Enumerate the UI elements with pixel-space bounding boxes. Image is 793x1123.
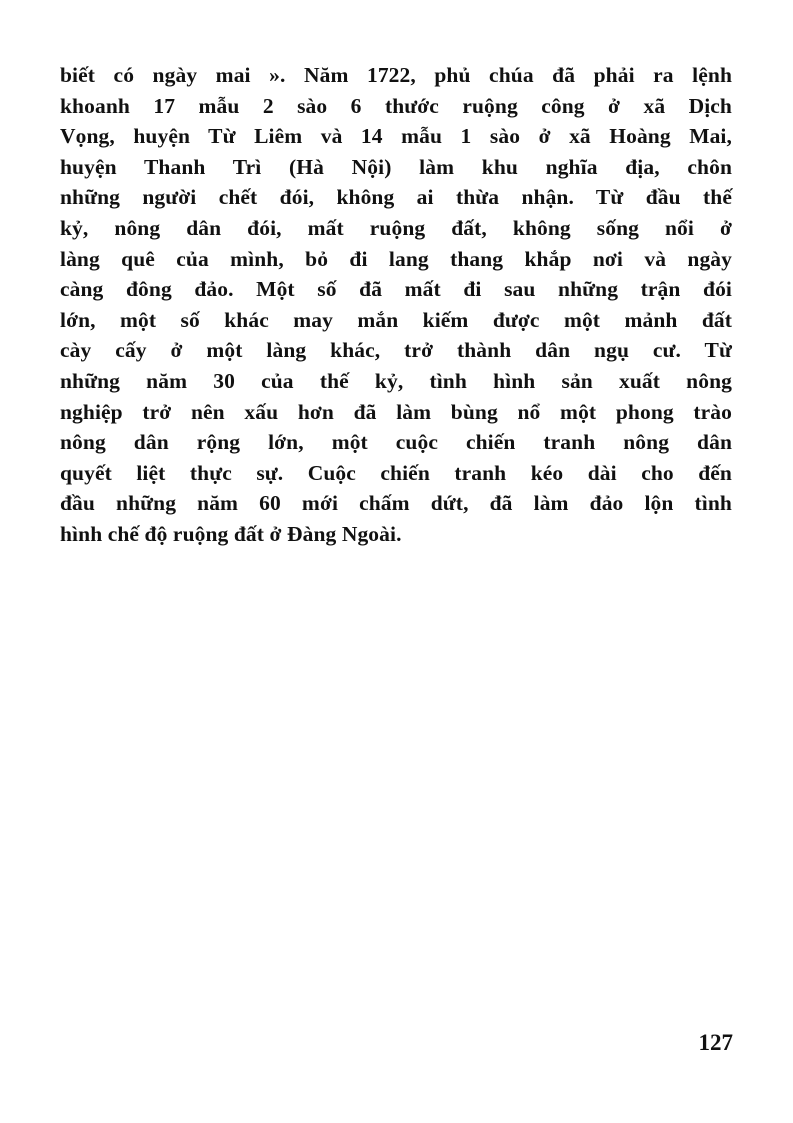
- text-line: những người chết đói, không ai thừa nhận. Từ đầu thế: [60, 185, 732, 210]
- text-line: lớn, một số khác may mắn kiếm được một mảnh đất: [60, 307, 732, 332]
- text-line: nghiệp trở nên xấu hơn đã làm bùng nổ một phong trào: [60, 399, 732, 424]
- text-line: làng quê của mình, bỏ đi lang thang khắp nơi và ngày: [60, 246, 732, 271]
- text-line: biết có ngày mai ». Năm 1722, phủ chúa đã phải ra lệnh: [60, 63, 732, 87]
- text-line: quyết liệt thực sự. Cuộc chiến tranh kéo dài cho đến: [60, 460, 732, 485]
- text-line: những năm 30 của thế kỷ, tình hình sản xuất nông: [60, 368, 732, 393]
- text-line: nông dân rộng lớn, một cuộc chiến tranh nông dân: [60, 430, 732, 455]
- text-line: cày cấy ở một làng khác, trở thành dân ngụ cư. Từ: [60, 338, 732, 363]
- text-line: huyện Thanh Trì (Hà Nội) làm khu nghĩa địa, chôn: [60, 154, 732, 179]
- body-paragraph: [60, 60, 732, 550]
- text-line: khoanh 17 mẫu 2 sào 6 thước ruộng công ở xã Dịch: [60, 93, 732, 118]
- text-line: càng đông đảo. Một số đã mất đi sau những trận đói: [60, 277, 732, 302]
- text-line: kỷ, nông dân đói, mất ruộng đất, không sống nổi ở: [60, 215, 732, 240]
- text-line: hình chế độ ruộng đất ở Đàng Ngoài.: [60, 521, 402, 546]
- text-line: Vọng, huyện Từ Liêm và 14 mẫu 1 sào ở xã Hoàng Mai,: [60, 124, 732, 149]
- text-line: đầu những năm 60 mới chấm dứt, đã làm đảo lộn tình: [60, 491, 732, 516]
- page-number: 127: [698, 1030, 733, 1055]
